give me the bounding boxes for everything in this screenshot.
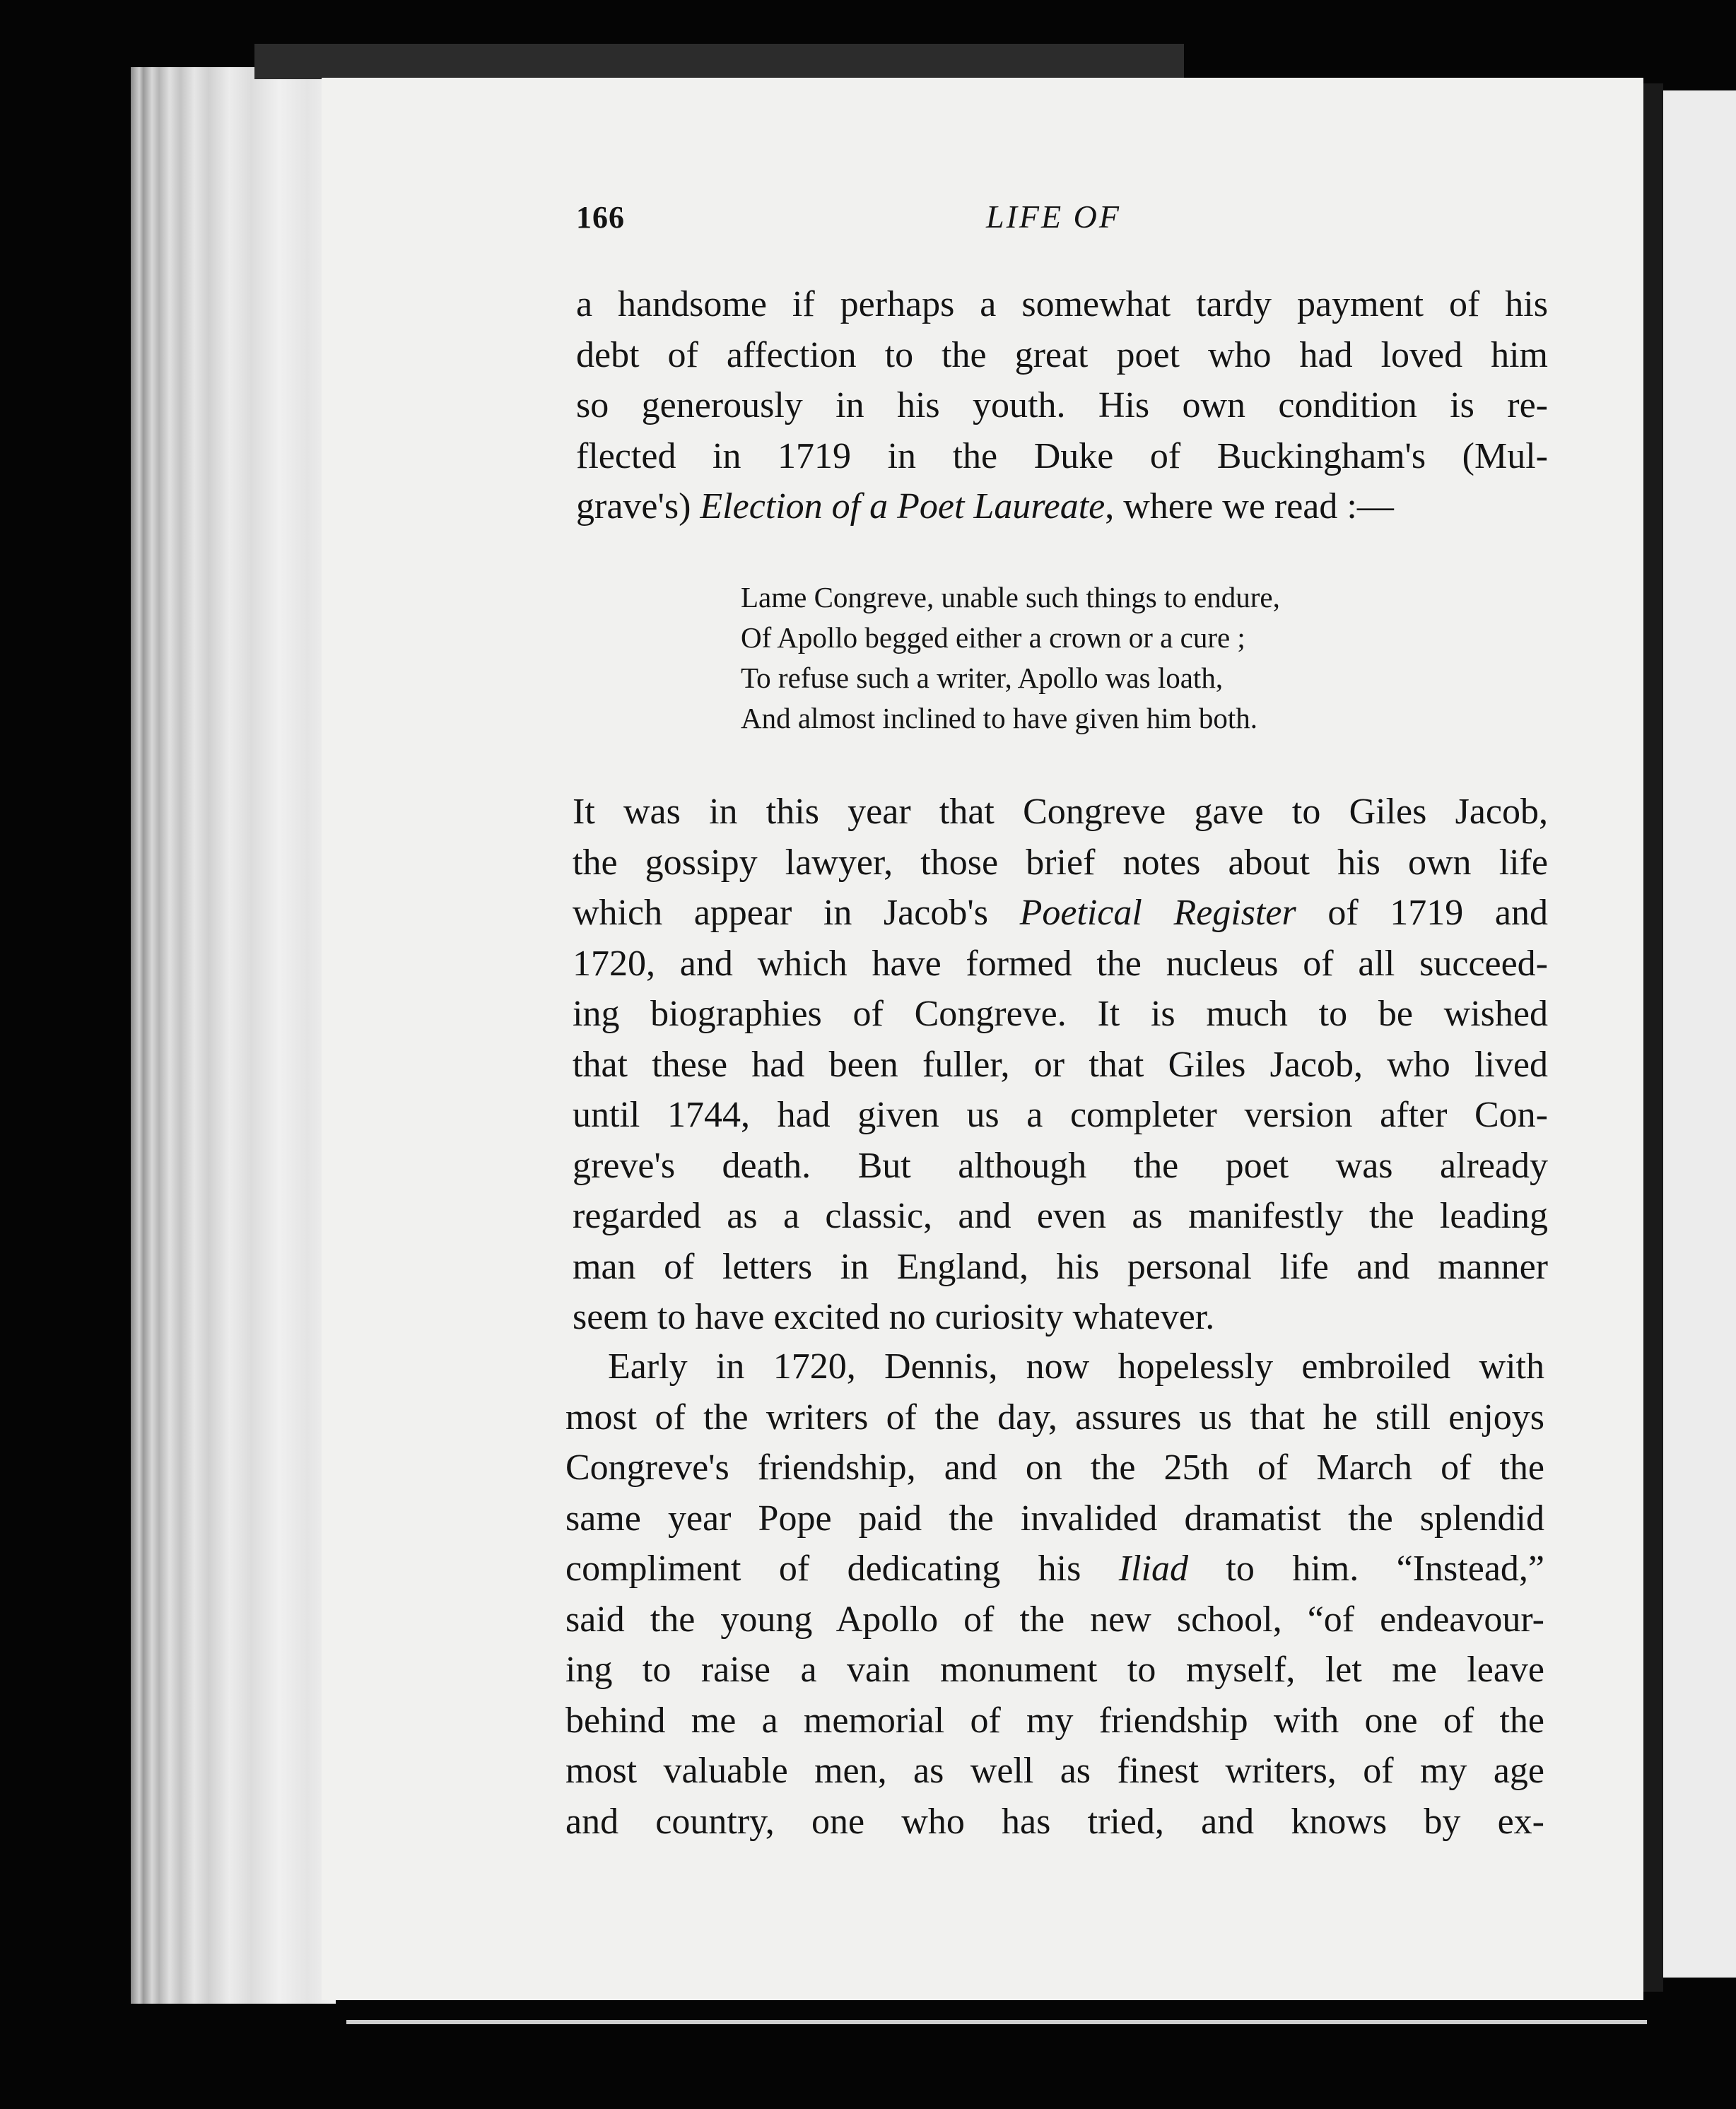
text-line [573, 888, 1548, 939]
page-edges [131, 67, 336, 2004]
verse-line: To refuse such a writer, Apollo was loath, [741, 662, 1224, 694]
text-line [576, 481, 1548, 532]
text-run: grave's) [576, 486, 700, 527]
text-line: behind me a memorial of my friendship with one of the [565, 1700, 1544, 1741]
text-line: seem to have excited no curiosity whatever. [573, 1297, 1215, 1337]
text-line: that these had been fuller, or that Giles Jacob, who lived [573, 1044, 1548, 1085]
text-line: debt of affection to the great poet who had loved him [576, 334, 1548, 375]
page-header [576, 199, 1548, 242]
page-number: 166 [576, 200, 625, 235]
text-line: ing to raise a vain monument to myself, let me leave [565, 1650, 1544, 1690]
text-line: the gossipy lawyer, those brief notes about his own life [573, 842, 1548, 883]
paragraph [576, 279, 1548, 532]
italic-title: Iliad [1118, 1549, 1188, 1589]
bottom-edge [346, 2020, 1647, 2024]
text-run: , where we read :— [1105, 486, 1394, 527]
text-line: a handsome if perhaps a somewhat tardy payment of his [576, 284, 1548, 324]
text-line: 1720, and which have formed the nucleus of all succeed- [573, 943, 1548, 984]
text-line: ing biographies of Congreve. It is much to be wished [573, 994, 1548, 1034]
text-run: to him. “Instead,” [1187, 1549, 1544, 1589]
text-line: said the young Apollo of the new school, “of endeavour- [565, 1599, 1544, 1640]
top-edge [254, 44, 1184, 79]
text-line: man of letters in England, his personal life and manner [573, 1246, 1548, 1287]
text-line: Congreve's friendship, and on the 25th of March of the [565, 1447, 1544, 1488]
text-line: flected in 1719 in the Duke of Buckingham's (Mul- [576, 435, 1548, 476]
text-line: until 1744, had given us a completer version after Con- [573, 1095, 1548, 1135]
text-line: same year Pope paid the invalided dramatist the splendid [565, 1498, 1544, 1539]
paragraph [573, 787, 1548, 1343]
verse-line: Lame Congreve, unable such things to endure, [741, 581, 1280, 613]
gutter [1643, 83, 1663, 1992]
text-line: Early in 1720, Dennis, now hopelessly embroiled with [608, 1346, 1544, 1387]
paragraph [565, 1341, 1544, 1847]
text-line: most valuable men, as well as finest writers, of my age [565, 1751, 1544, 1791]
text-line: so generously in his youth. His own condition is re- [576, 385, 1548, 425]
running-head: LIFE OF [986, 199, 1121, 235]
text-run: compliment of dedicating his [565, 1549, 1119, 1589]
text-run: which appear in Jacob's [573, 893, 1020, 933]
text-line: greve's death. But although the poet was already [573, 1145, 1548, 1186]
verse-line: Of Apollo begged either a crown or a cure ; [741, 621, 1245, 654]
text-line: It was in this year that Congreve gave to Giles Jacob, [573, 792, 1548, 832]
text-line: regarded as a classic, and even as manifestly the leading [573, 1196, 1548, 1236]
text-line: most of the writers of the day, assures us that he still enjoys [565, 1397, 1544, 1438]
italic-title: Election of a Poet Laureate [700, 486, 1105, 527]
text-run: of 1719 and [1296, 893, 1548, 933]
text-line: and country, one who has tried, and knows by ex- [565, 1801, 1544, 1842]
verse-line: And almost inclined to have given him both. [741, 702, 1258, 734]
italic-title: Poetical Register [1019, 893, 1296, 933]
verse-quotation [741, 577, 1398, 739]
text-line [565, 1544, 1544, 1594]
facing-page-edge [1663, 90, 1736, 1978]
